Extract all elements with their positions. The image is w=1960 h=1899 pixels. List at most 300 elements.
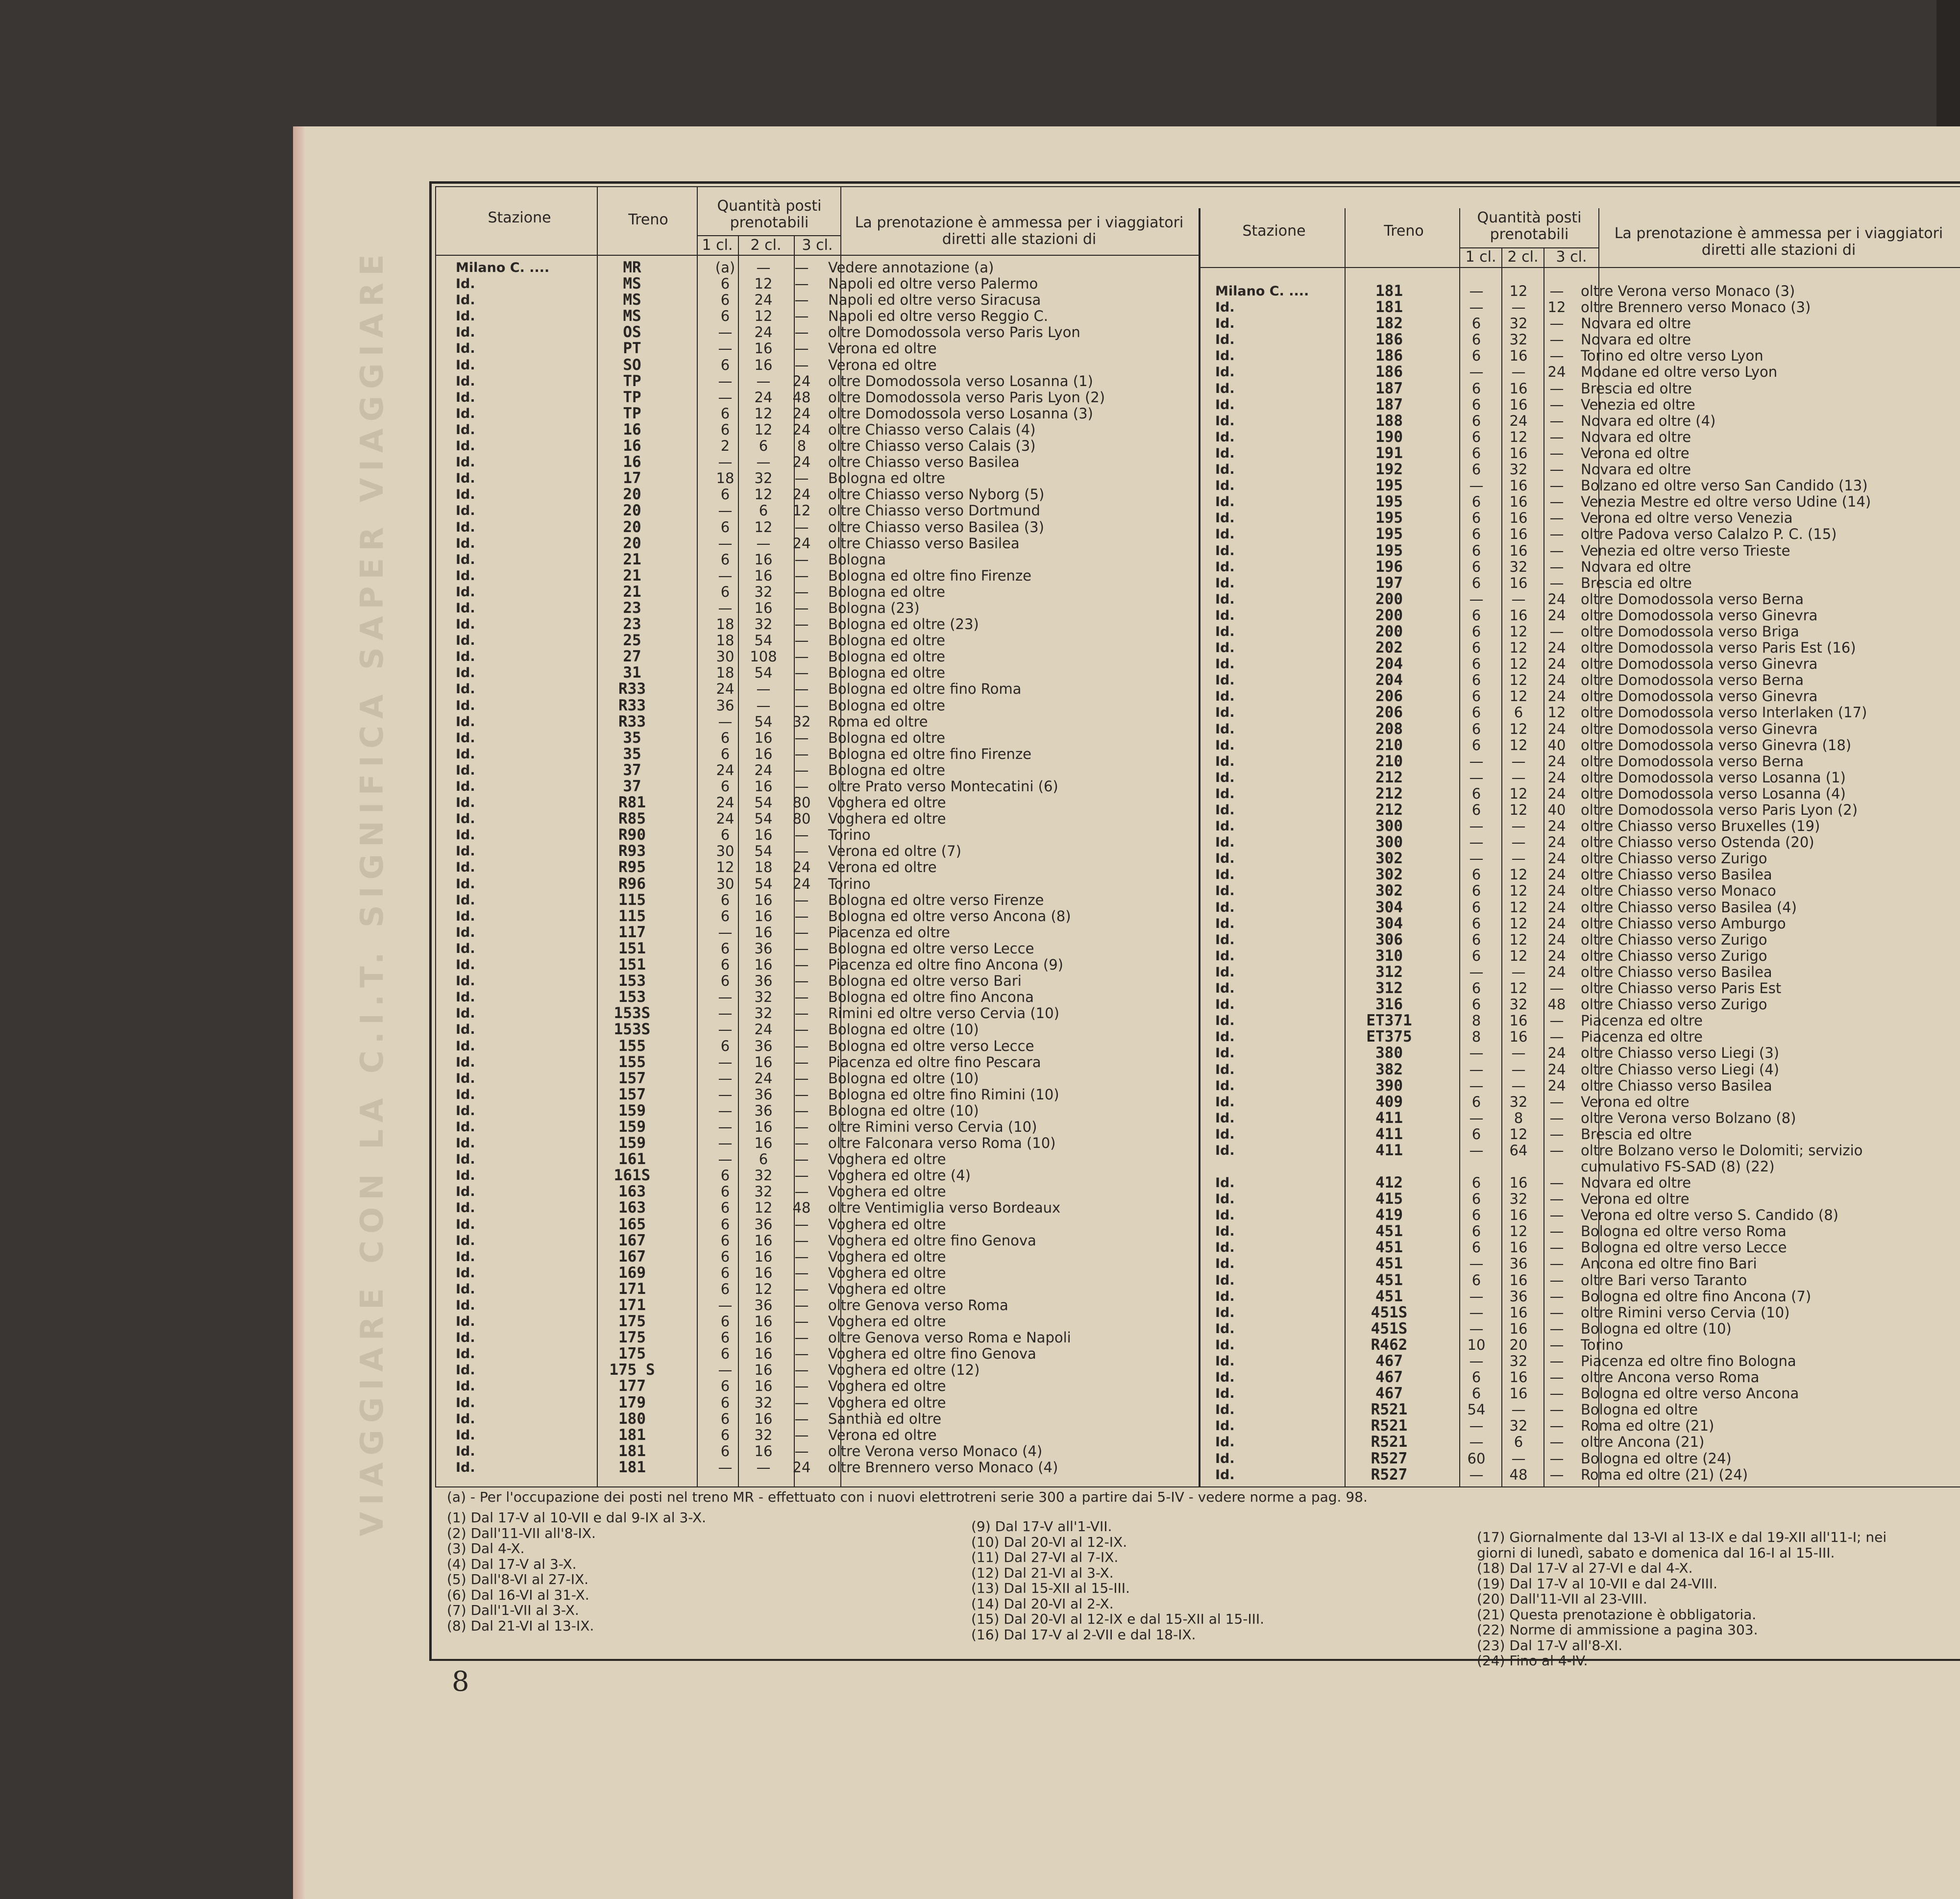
class1-seats-cell: —	[718, 389, 733, 406]
destination-cell: Santhià ed oltre	[828, 1410, 942, 1427]
class3-seats-cell: —	[1549, 510, 1564, 527]
train-cell: 206	[1375, 687, 1403, 706]
station-cell: Id.	[456, 568, 475, 584]
class3-seats-cell: —	[794, 356, 809, 373]
footnote: (21) Questa prenotazione è obbligatoria.	[1477, 1606, 1757, 1623]
class1-seats-cell: 6	[1471, 996, 1481, 1013]
class2-seats-cell: 12	[1509, 428, 1528, 445]
train-cell: R81	[618, 794, 646, 812]
class1-seats-cell: —	[718, 372, 733, 390]
class3-seats-cell: —	[1549, 1434, 1564, 1451]
destination-cell: Modane ed oltre verso Lyon	[1581, 364, 1778, 381]
train-cell: SO	[623, 356, 641, 374]
station-cell: Id.	[456, 1200, 475, 1216]
station-cell: Id.	[1215, 1224, 1235, 1240]
class2-seats-cell: 24	[754, 292, 773, 309]
class2-seats-cell: 32	[754, 583, 773, 600]
train-cell: 304	[1375, 914, 1403, 932]
class3-seats-cell: —	[794, 1264, 809, 1281]
destination-cell: oltre Chiasso verso Zurigo	[1581, 996, 1767, 1013]
class1-seats-cell: —	[1469, 1434, 1484, 1451]
train-cell: 155	[618, 1037, 646, 1055]
class1-seats-cell: 6	[1471, 866, 1481, 883]
class2-seats-cell: 16	[754, 745, 773, 762]
class3-seats-cell: —	[794, 551, 809, 568]
station-cell: Id.	[456, 357, 475, 373]
table-row	[1215, 900, 1955, 916]
class2-seats-cell: 32	[754, 1167, 773, 1184]
class3-seats-cell: —	[794, 648, 809, 665]
class3-seats-cell: 24	[1547, 785, 1566, 802]
table-row	[1215, 381, 1955, 397]
table-row	[1215, 397, 1955, 413]
train-cell: 451S	[1371, 1303, 1408, 1321]
station-cell: Id.	[1215, 397, 1235, 413]
class1-seats-cell: —	[1469, 1304, 1484, 1321]
class2-seats-cell: 24	[754, 389, 773, 406]
station-cell: Id.	[1215, 1029, 1235, 1045]
destination-cell: oltre Chiasso verso Zurigo	[1581, 850, 1767, 867]
destination-cell: Venezia ed oltre verso Trieste	[1581, 542, 1790, 559]
table-row	[1215, 1013, 1955, 1029]
table-row	[1215, 883, 1955, 899]
class1-seats-cell: 6	[1471, 444, 1481, 462]
table-row	[456, 665, 1196, 681]
destination-cell: Voghera ed oltre	[828, 1151, 946, 1168]
class2-seats-cell: 16	[754, 956, 773, 974]
class3-seats-cell: —	[1549, 1207, 1564, 1224]
station-cell: Id.	[456, 730, 475, 746]
train-cell: 212	[1375, 768, 1403, 786]
station-cell: Id.	[456, 1119, 475, 1135]
station-cell: Id.	[456, 1460, 475, 1475]
train-cell: 175 S	[609, 1361, 655, 1379]
class1-seats-cell: —	[718, 1118, 733, 1135]
class2-seats-cell: 16	[754, 599, 773, 616]
train-cell: 171	[618, 1280, 646, 1298]
class2-seats-cell: —	[1511, 963, 1526, 980]
class1-seats-cell: 6	[1471, 1191, 1481, 1208]
train-cell: 165	[618, 1215, 646, 1233]
class2-seats-cell: 16	[754, 1313, 773, 1330]
class3-seats-cell: 24	[1547, 834, 1566, 851]
class3-seats-cell: —	[794, 1037, 809, 1054]
table-row	[1215, 413, 1955, 429]
class1-seats-cell: 54	[1467, 1401, 1486, 1418]
class1-seats-cell: —	[1469, 1077, 1484, 1094]
table-row	[1215, 494, 1955, 510]
table-row	[456, 746, 1196, 762]
station-cell: Id.	[456, 665, 475, 681]
class3-seats-cell: —	[794, 681, 809, 698]
table-row	[456, 795, 1196, 811]
class1-seats-cell: 6	[720, 405, 730, 422]
class3-seats-cell: —	[794, 567, 809, 584]
train-cell: 20	[623, 534, 641, 552]
destination-cell: oltre Domodossola verso Losanna (1)	[828, 372, 1093, 390]
destination-cell: oltre Chiasso verso Nyborg (5)	[828, 486, 1045, 503]
destination-cell: Bologna	[828, 551, 886, 568]
class1-seats-cell: 6	[1471, 396, 1481, 413]
class3-seats-cell: 48	[792, 1199, 811, 1217]
class3-seats-cell: 24	[1547, 1061, 1566, 1078]
header-class1: 1 cl.	[702, 237, 733, 254]
class1-seats-cell: 6	[1471, 1271, 1481, 1289]
destination-cell: Bologna ed oltre fino Rimini (10)	[828, 1086, 1059, 1103]
train-cell: PT	[623, 340, 641, 358]
class2-seats-cell: 32	[1509, 1417, 1528, 1435]
table-row	[1215, 916, 1955, 932]
class1-seats-cell: 6	[720, 1183, 730, 1200]
class3-seats-cell: —	[1549, 1125, 1564, 1143]
table-row	[1215, 1207, 1955, 1223]
class1-seats-cell: —	[1469, 769, 1484, 786]
class2-seats-cell: 16	[1509, 526, 1528, 543]
class3-seats-cell: —	[794, 340, 809, 357]
table-row	[1215, 786, 1955, 802]
station-cell: Id.	[1215, 916, 1235, 931]
train-cell: R95	[618, 858, 646, 876]
train-cell: 195	[1375, 541, 1403, 560]
class3-seats-cell: —	[794, 1248, 809, 1265]
class2-seats-cell: 32	[754, 1005, 773, 1022]
table-row	[1215, 1240, 1955, 1256]
train-cell: 163	[618, 1183, 646, 1201]
station-cell: Id.	[1215, 543, 1235, 559]
destination-cell: Verona ed oltre	[1581, 1191, 1690, 1208]
class1-seats-cell: 6	[1471, 704, 1481, 721]
table-row	[456, 616, 1196, 633]
class2-seats-cell: —	[1511, 769, 1526, 786]
destination-cell: oltre Genova verso Roma e Napoli	[828, 1329, 1071, 1346]
table-row	[456, 390, 1196, 406]
spine-slogan-text: VIAGGIARE CON LA C.I.T. SIGNIFICA SAPER VIAGGIARE	[354, 247, 391, 1536]
class1-seats-cell: 24	[716, 810, 735, 828]
station-cell: Id.	[456, 325, 475, 341]
class1-seats-cell: —	[718, 1135, 733, 1152]
header-class3: 3 cl.	[802, 237, 833, 254]
class1-seats-cell: —	[718, 924, 733, 941]
station-cell: Id.	[456, 649, 475, 665]
class1-seats-cell: 6	[720, 292, 730, 309]
class2-seats-cell: 32	[1509, 1093, 1528, 1110]
destination-cell: Bologna ed oltre	[828, 729, 945, 746]
train-cell: 467	[1375, 1352, 1403, 1370]
class3-seats-cell: —	[794, 1102, 809, 1119]
train-cell: MS	[623, 275, 641, 293]
class3-seats-cell: —	[794, 632, 809, 649]
destination-cell: oltre Brennero verso Monaco (3)	[1581, 299, 1811, 316]
class2-seats-cell: 12	[1509, 866, 1528, 883]
class3-seats-cell: —	[794, 940, 809, 957]
destination-cell: Verona ed oltre	[828, 356, 937, 373]
table-row	[1215, 1418, 1955, 1434]
class1-seats-cell: 24	[716, 761, 735, 779]
class1-seats-cell: —	[718, 1362, 733, 1379]
destination-cell: oltre Bari verso Taranto	[1581, 1271, 1747, 1289]
class3-seats-cell: —	[1549, 1466, 1564, 1483]
train-cell: 35	[623, 729, 641, 747]
class3-seats-cell: —	[794, 907, 809, 925]
table-row	[456, 1087, 1196, 1103]
destination-cell: oltre Chiasso verso Calais (4)	[828, 421, 1036, 438]
class2-seats-cell: 16	[1509, 1239, 1528, 1256]
train-cell: R33	[618, 712, 646, 730]
destination-cell: oltre Domodossola verso Ginevra	[1581, 607, 1818, 624]
table-row	[1215, 705, 1955, 721]
station-cell: Id.	[456, 811, 475, 827]
class1-seats-cell: 6	[1471, 428, 1481, 445]
table-row	[1215, 1029, 1955, 1045]
station-cell: Id.	[456, 455, 475, 470]
table-row	[456, 1022, 1196, 1038]
station-cell: Id.	[1215, 348, 1235, 364]
table-row	[456, 1184, 1196, 1200]
destination-cell: Brescia ed oltre	[1581, 1125, 1692, 1143]
class3-seats-cell: —	[794, 1167, 809, 1184]
class3-seats-cell: 24	[792, 486, 811, 503]
destination-cell: Voghera ed oltre fino Genova	[828, 1232, 1036, 1249]
table-row	[1215, 1191, 1955, 1207]
table-row	[456, 762, 1196, 779]
train-cell: 302	[1375, 866, 1403, 884]
class1-seats-cell: 6	[720, 1442, 730, 1460]
table-row	[456, 1330, 1196, 1346]
destination-cell: oltre Chiasso verso Basilea	[828, 454, 1020, 471]
train-cell: R527	[1371, 1465, 1408, 1484]
footnote: (1) Dal 17-V al 10-VII e dal 9-IX al 3-X.	[447, 1509, 707, 1526]
class1-seats-cell: 6	[1471, 720, 1481, 737]
destination-cell: Bologna ed oltre (23)	[828, 616, 979, 633]
class3-seats-cell: 24	[1547, 639, 1566, 657]
table-row	[456, 260, 1196, 276]
station-cell: Id.	[456, 276, 475, 292]
class3-seats-cell: —	[1549, 477, 1564, 494]
class3-seats-cell: —	[794, 1005, 809, 1022]
class2-seats-cell: 12	[754, 1280, 773, 1297]
train-cell: 195	[1375, 493, 1403, 511]
station-cell: Id.	[456, 1281, 475, 1297]
train-cell: 23	[623, 615, 641, 633]
destination-cell: oltre Padova verso Calalzo P. C. (15)	[1581, 526, 1837, 543]
train-cell: 21	[623, 550, 641, 568]
destination-cell: Verona ed oltre	[828, 340, 937, 357]
destination-cell: Bologna ed oltre	[828, 470, 945, 487]
station-cell: Id.	[1215, 1094, 1235, 1110]
class1-seats-cell: 6	[720, 1378, 730, 1395]
footnote: (11) Dal 27-VI al 7-IX.	[971, 1549, 1119, 1565]
train-cell: 181	[618, 1426, 646, 1444]
footnote: (6) Dal 16-VI al 31-X.	[447, 1586, 589, 1603]
table-row	[1215, 624, 1955, 640]
station-cell: Id.	[456, 438, 475, 454]
train-cell: MS	[623, 291, 641, 309]
table-row	[1215, 462, 1955, 478]
destination-cell: Roma ed oltre (21)	[1581, 1417, 1715, 1435]
station-cell: Id.	[456, 876, 475, 892]
class3-seats-cell: —	[1549, 574, 1564, 591]
table-row	[1215, 1143, 1955, 1175]
destination-cell: oltre Chiasso verso Liegi (4)	[1581, 1061, 1779, 1078]
station-cell: Id.	[1215, 1240, 1235, 1256]
station-cell: Milano C. ....	[456, 260, 550, 275]
station-cell: Id.	[456, 1168, 475, 1184]
class2-seats-cell: —	[1511, 590, 1526, 608]
table-row	[456, 1346, 1196, 1362]
class3-seats-cell: —	[1549, 1271, 1564, 1289]
table-row	[1215, 802, 1955, 818]
table-row	[456, 1233, 1196, 1249]
class2-seats-cell: 16	[1509, 1271, 1528, 1289]
train-cell: 411	[1375, 1125, 1403, 1143]
class3-seats-cell: 24	[1547, 672, 1566, 689]
class1-seats-cell: 6	[1471, 785, 1481, 802]
train-cell: 195	[1375, 525, 1403, 543]
destination-cell: oltre Ancona (21)	[1581, 1434, 1705, 1451]
destination-cell: oltre Ventimiglia verso Bordeaux	[828, 1199, 1061, 1217]
class3-seats-cell: —	[794, 973, 809, 990]
station-cell: Id.	[456, 1411, 475, 1427]
class1-seats-cell: 6	[720, 745, 730, 762]
class3-seats-cell: 24	[1547, 1077, 1566, 1094]
train-cell: 20	[623, 502, 641, 520]
class3-seats-cell: —	[1549, 283, 1564, 299]
class3-seats-cell: —	[1549, 347, 1564, 365]
class2-seats-cell: 12	[754, 518, 773, 536]
footnote: (22) Norme di ammissione a pagina 303.	[1477, 1622, 1758, 1638]
class3-seats-cell: —	[794, 1021, 809, 1038]
class1-seats-cell: —	[718, 713, 733, 730]
destination-cell: Brescia ed oltre	[1581, 380, 1692, 397]
table-row	[1215, 1223, 1955, 1240]
station-cell: Id.	[1215, 689, 1235, 705]
station-cell: Id.	[1215, 494, 1235, 510]
train-cell: 167	[618, 1247, 646, 1266]
table-row	[1215, 348, 1955, 364]
station-cell: Id.	[456, 925, 475, 940]
destination-cell: Bologna ed oltre (24)	[1581, 1450, 1732, 1467]
train-cell: 177	[618, 1377, 646, 1395]
table-row	[1215, 721, 1955, 737]
train-cell: MR	[623, 259, 641, 276]
table-row	[456, 698, 1196, 714]
train-cell: 186	[1375, 347, 1403, 365]
train-cell: 467	[1375, 1368, 1403, 1387]
table-row	[1215, 1175, 1955, 1191]
station-cell: Id.	[456, 1054, 475, 1070]
train-cell: 190	[1375, 428, 1403, 446]
destination-cell: Venezia ed oltre	[1581, 396, 1695, 413]
station-cell: Id.	[456, 1249, 475, 1265]
station-cell: Id.	[456, 1427, 475, 1443]
class1-seats-cell: 6	[1471, 736, 1481, 754]
class3-seats-cell: —	[794, 697, 809, 714]
table-row	[456, 357, 1196, 373]
train-cell: 302	[1375, 882, 1403, 900]
station-cell: Id.	[1215, 1192, 1235, 1207]
class1-seats-cell: —	[718, 1021, 733, 1038]
class3-seats-cell: —	[1549, 428, 1564, 445]
class3-seats-cell: —	[794, 518, 809, 536]
class2-seats-cell: —	[1511, 364, 1526, 381]
train-cell: 17	[623, 469, 641, 487]
table-row	[1215, 559, 1955, 575]
station-cell: Id.	[1215, 1046, 1235, 1061]
class1-seats-cell: 6	[1471, 493, 1481, 511]
station-cell: Id.	[456, 795, 475, 811]
station-cell: Id.	[456, 990, 475, 1005]
table-row	[1215, 543, 1955, 559]
class2-seats-cell: 16	[754, 1264, 773, 1281]
class1-seats-cell: 6	[720, 891, 730, 908]
destination-cell: oltre Domodossola verso Berna	[1581, 753, 1804, 770]
destination-cell: Verona ed oltre	[828, 1426, 937, 1443]
station-cell: Id.	[456, 1330, 475, 1346]
class1-seats-cell: —	[1469, 299, 1484, 316]
class2-seats-cell: 12	[1509, 672, 1528, 689]
table-row	[456, 973, 1196, 989]
station-cell: Id.	[1215, 1386, 1235, 1402]
class3-seats-cell: —	[794, 1345, 809, 1363]
destination-cell: Novara ed oltre	[1581, 558, 1691, 575]
train-cell: 20	[623, 486, 641, 504]
footnote: (17) Giornalmente dal 13-VI al 13-IX e dal 19-XII all'11-I; nei	[1477, 1529, 1887, 1545]
train-cell: 390	[1375, 1076, 1403, 1095]
station-cell: Id.	[456, 1395, 475, 1411]
train-cell: R33	[618, 696, 646, 714]
table-row	[456, 503, 1196, 519]
class2-seats-cell: 32	[754, 1394, 773, 1411]
train-cell: 163	[618, 1199, 646, 1217]
table-row	[1215, 332, 1955, 348]
destination-cell: Roma ed oltre (21) (24)	[1581, 1466, 1748, 1483]
table-row	[456, 1119, 1196, 1135]
class2-seats-cell: 16	[1509, 1385, 1528, 1402]
class3-seats-cell: 24	[792, 372, 811, 390]
station-cell: Id.	[456, 536, 475, 551]
train-cell: 195	[1375, 509, 1403, 527]
train-cell: 197	[1375, 574, 1403, 592]
class2-seats-cell: 16	[754, 1410, 773, 1427]
destination-cell: Voghera ed oltre	[828, 794, 946, 811]
class3-seats-cell: 40	[1547, 802, 1566, 818]
station-cell: Id.	[456, 1363, 475, 1378]
destination-cell: oltre Domodossola verso Losanna (4)	[1581, 785, 1846, 802]
class2-seats-cell: 16	[1509, 1320, 1528, 1337]
station-cell: Id.	[456, 860, 475, 876]
class1-seats-cell: —	[1469, 1466, 1484, 1483]
footnotes-col1	[447, 1510, 706, 1633]
station-cell: Id.	[1215, 1256, 1235, 1272]
table-row	[456, 714, 1196, 730]
table-row	[456, 1200, 1196, 1216]
train-cell: 451	[1375, 1255, 1403, 1273]
class2-seats-cell: 32	[1509, 331, 1528, 348]
class1-seats-cell: 30	[716, 648, 735, 665]
class3-seats-cell: 24	[1547, 915, 1566, 932]
footnote: (10) Dal 20-VI al 12-IX.	[971, 1534, 1127, 1550]
class1-seats-cell: —	[1469, 818, 1484, 835]
table-row	[1215, 575, 1955, 591]
class3-seats-cell: —	[794, 259, 809, 276]
class3-seats-cell: 24	[1547, 866, 1566, 883]
class1-seats-cell: —	[718, 454, 733, 471]
station-cell: Id.	[456, 908, 475, 924]
destination-cell: Voghera ed oltre	[828, 1248, 946, 1265]
station-cell: Id.	[1215, 413, 1235, 429]
station-cell: Id.	[1215, 900, 1235, 915]
class3-seats-cell: 24	[1547, 882, 1566, 900]
